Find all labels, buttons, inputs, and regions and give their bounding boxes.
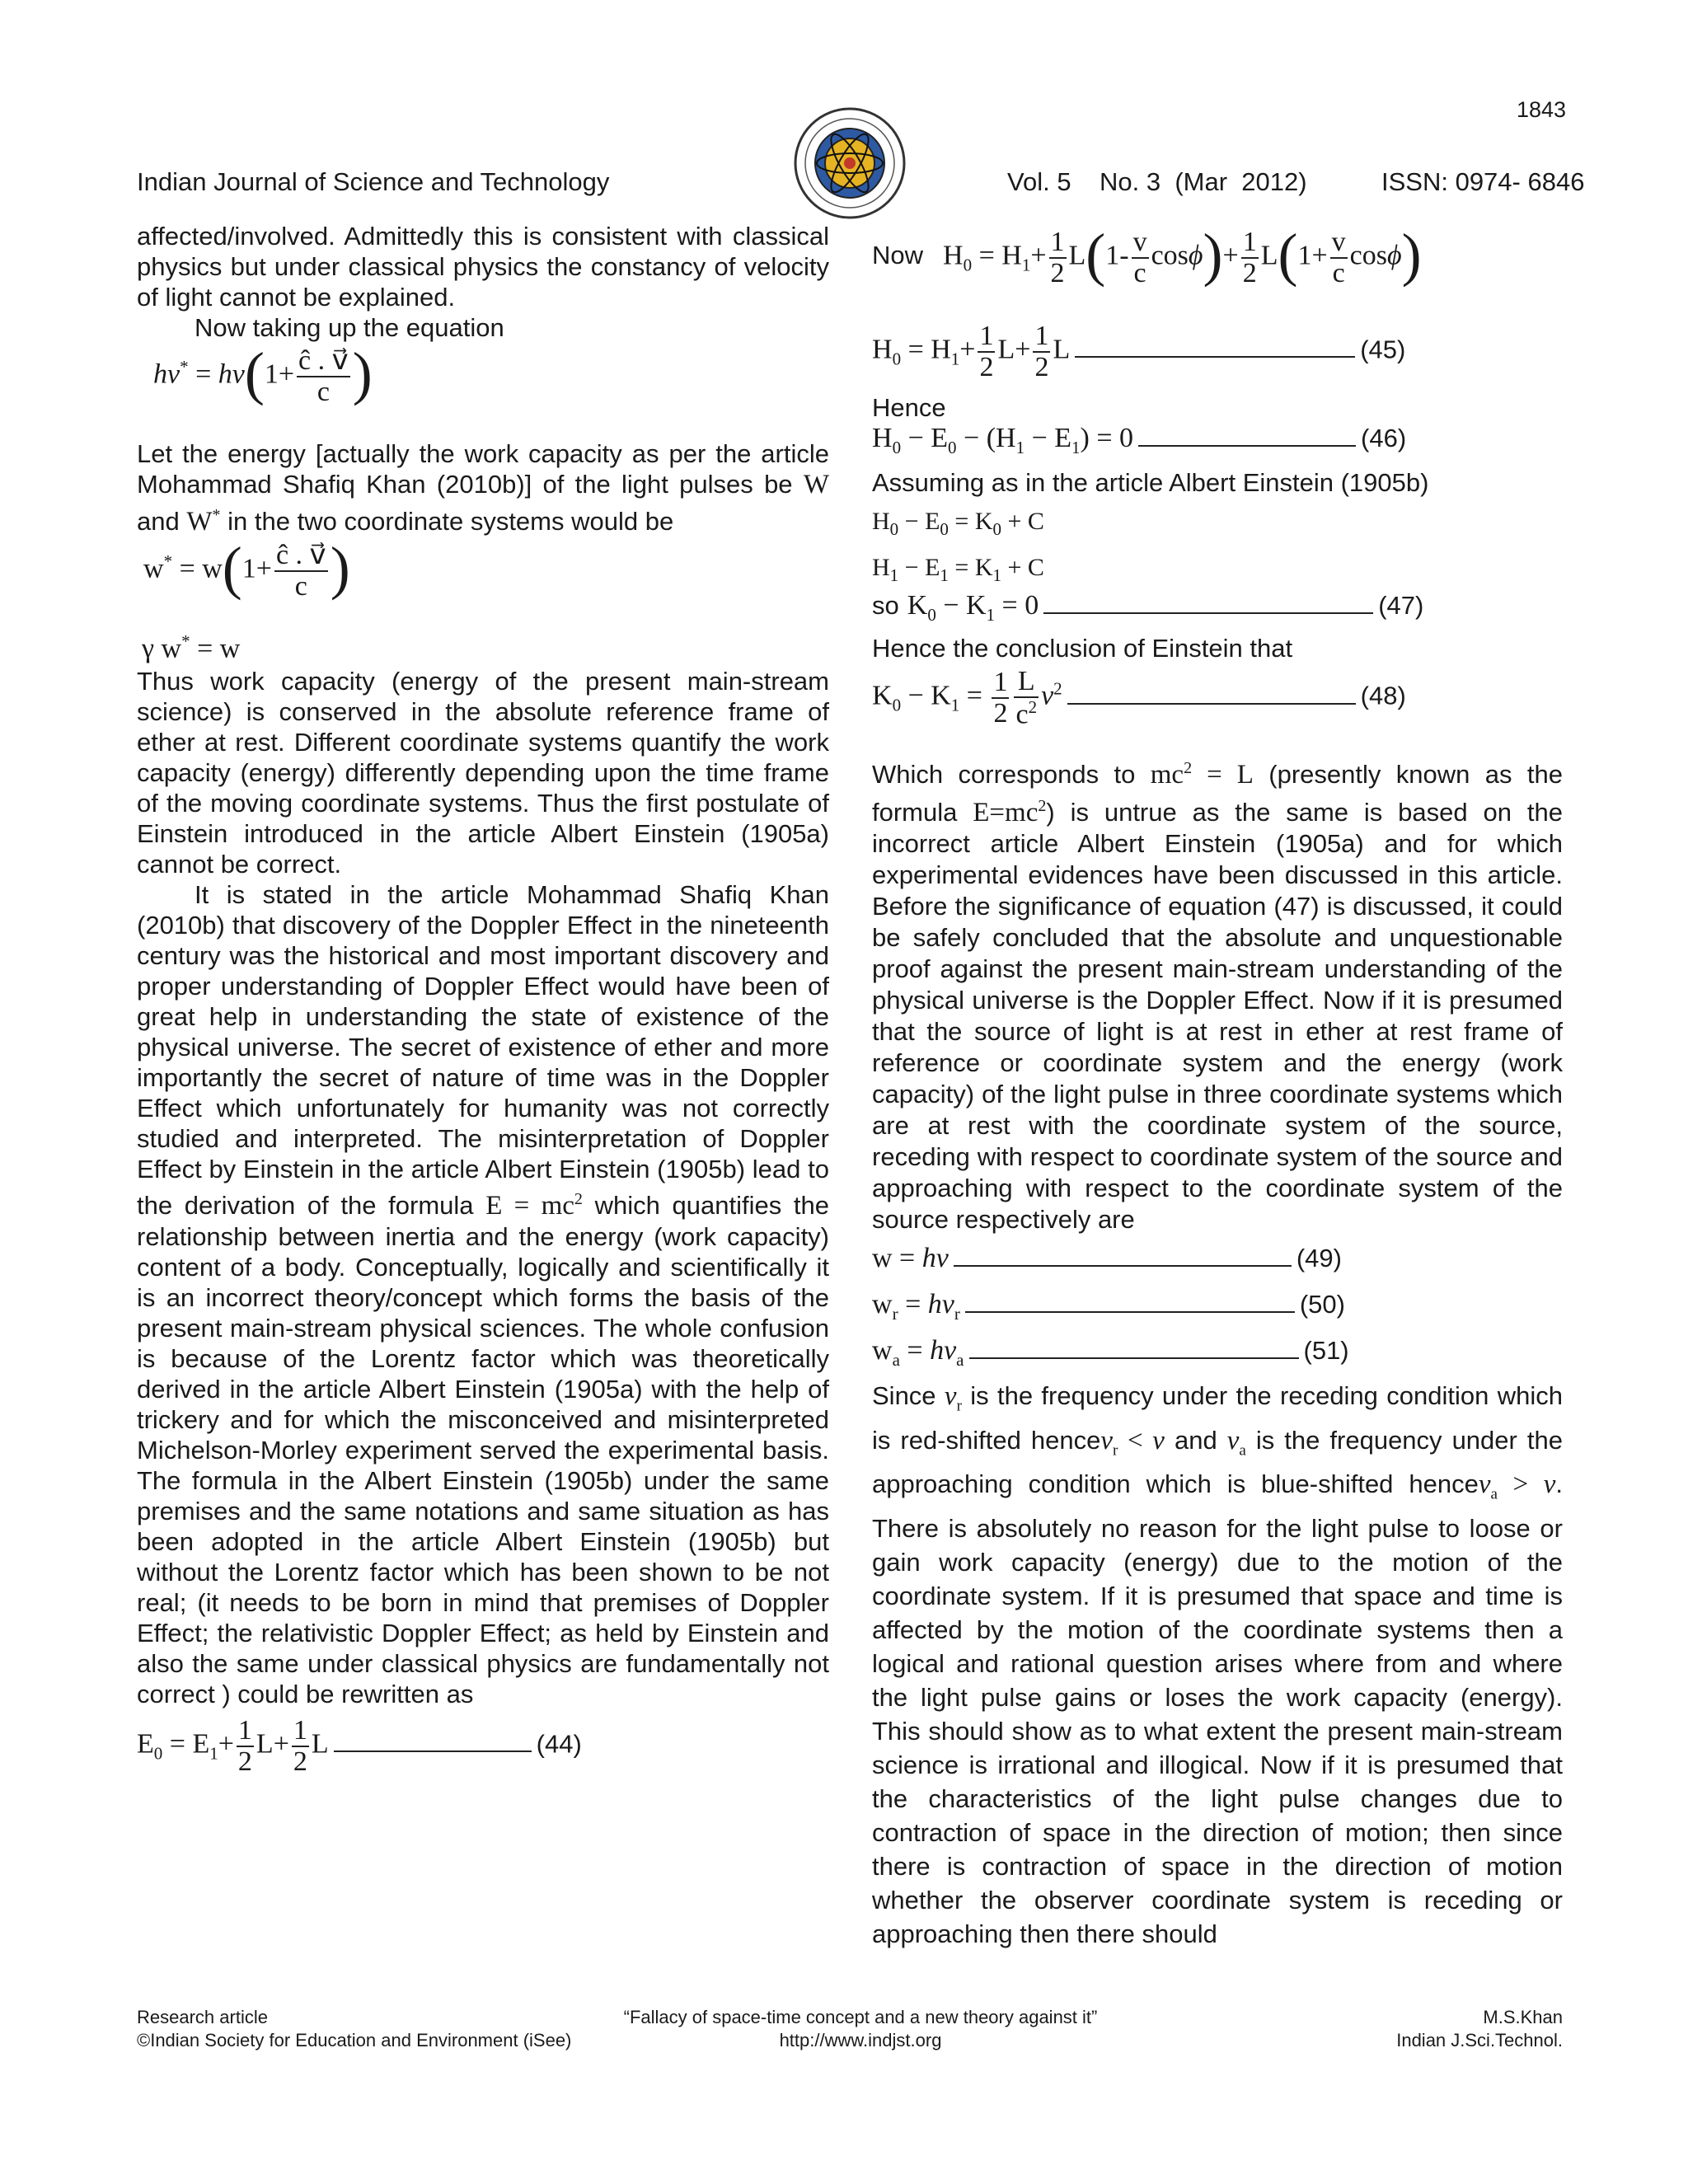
paragraph: Now taking up the equation (195, 313, 504, 342)
paragraph: Let the energy [actually the work capacity as per the article Mohammad Shafiq Khan (2010b)] of the light pulses be W and W* in the two coordinate systems would be (137, 439, 829, 537)
equation-47: so $K_0 - K_1 = 0$ (47) (872, 590, 1424, 625)
volume-issue: Vol. 5 No. 3 (Mar 2012) (1007, 167, 1307, 196)
equation-51: $w_a = h\nu_a$ (51) (872, 1335, 1349, 1370)
article-title: “Fallacy of space-time concept and a new theory against it” (623, 2007, 1098, 2027)
paragraph: affected/involved. Admittedly this is consistent with classical physics but under classical physics the constancy of velocity of light cannot be explained. (137, 222, 829, 312)
equation-h0-cos: Now $H_0 = H_1+$ $\frac{1}{2}$ L(1- $\frac{v}{c}$ cosϕ)+ $\frac{1}{2}$ L(1+ $\frac{v}{c}$ cosϕ) (872, 221, 1422, 288)
equation-hv-star: hν* = hν(1+ $\frac{ĉ . v⃗}{c}$ ) (153, 340, 373, 407)
journal-url[interactable]: http://www.indjst.org (779, 2030, 942, 2050)
paragraph: Hence (872, 393, 946, 422)
equation-h0-e0: $H_0 - E_0 = K_0 + C$ (872, 508, 1044, 539)
right-column (872, 221, 1563, 1951)
equation-gamma-w: γ w* = w (142, 631, 241, 664)
equation-50: $w_r = h\nu_r$ (50) (872, 1289, 1345, 1324)
footer-center (597, 2006, 1124, 2052)
paragraph: Since $\nu_r$ is the frequency under the receding condition which is red-shifted henceν$_r$ < ν and $\nu_a$ is the frequency under the approaching condition which is blue-shifted henceν$_a$ > ν. There is absolutely no reason for the light pulse to loose or gain work capacity (energy) due to the motion of the coordinate system. If it is presumed that space and time is affected by the motion of the coordinate systems then a logical and rational question arises where from and where the light pulse gains or loses the work capacity (energy). This should show as to what extent the present main-stream science is irrational and illogical. Now if it is presumed that the characteristics of the light pulse changes due to contraction of space in the direction of motion; then since there is contraction of space in the direction of motion whether the observer coordinate system is receding or approaching then there should (872, 1381, 1563, 1948)
equation-w-star: w* = w(1+ $\frac{ĉ . v⃗}{c}$ ) (143, 534, 350, 602)
journal-name: Indian Journal of Science and Technology (137, 167, 610, 196)
author: M.S.Khan (1483, 2007, 1563, 2027)
equation-h1-e1: $H_1 - E_1 = K_1 + C$ (872, 554, 1044, 585)
page-number: 1843 (1517, 97, 1567, 122)
equation-49: w = hν (49) (872, 1243, 1342, 1273)
equation-48: $K_0 - K_1$ = $\frac{1}{2}$ $\frac{L}{c^2}$ $\nu^2$ (48) (872, 666, 1406, 730)
left-column (137, 221, 829, 1776)
journal-abbreviation: Indian J.Sci.Technol. (1396, 2030, 1563, 2050)
footer-left (137, 2006, 571, 2052)
paragraph: Which corresponds to $mc^2 = L$ (presently known as the formula $E=mc^2$) is untrue as the same is based on the incorrect article Albert Einstein (1905a) and for which experimental evidences have been discussed in this article. Before the significance of equation (47) is discussed, it could be safely concluded that the absolute and unquestionable proof against the present main-stream understanding of the physical universe is the Doppler Effect. Now if it is presumed that the source of light is at rest in ether at rest frame of reference or coordinate system and the energy (work capacity) of the light pulse in three coordinate systems which are at rest with the coordinate system of the source, receding with respect to coordinate system of the source and approaching with respect to the coordinate system of the source respectively are (872, 759, 1563, 1234)
equation-46: $H_0 - E_0 - (H_1 - E_1) = 0$ (46) (872, 423, 1407, 457)
paragraph: Hence the conclusion of Einstein that (872, 634, 1293, 663)
paragraph: Assuming as in the article Albert Einstein (1905b) (872, 468, 1429, 497)
society-credit: ©Indian Society for Education and Environment (iSee) (137, 2030, 572, 2050)
footer-right (1396, 2006, 1563, 2052)
issn: ISSN: 0974- 6846 (1381, 167, 1585, 196)
equation-44: $E_0 = E_1+$ $\frac{1}{2}$ L+ $\frac{1}{2}$ L (44) (137, 1715, 582, 1777)
paragraph: Thus work capacity (energy of the present main-stream science) is conserved in the absolute reference frame of ether at rest. Different coordinate systems quantify the work capacity (energy) differently depending upon the time frame of the moving coordinate systems. Thus the first postulate of Einstein introduced in the article Albert Einstein (1905a) cannot be correct. (137, 667, 829, 879)
paragraph: It is stated in the article Mohammad Shafiq Khan (2010b) that discovery of the Doppler Effect in the nineteenth century was the historical and most important discovery and proper understanding of Doppler Effect would have been of great help in understanding the state of existence of the physical universe. The secret of existence of ether and more importantly the secret of nature of time was in the Doppler Effect which unfortunately for humanity was not correctly studied and interpreted. The misinterpretation of Doppler Effect by Einstein in the article Albert Einstein (1905b) lead to the derivation of the formula $E = mc^2$ which quantifies the relationship between inertia and the energy (work capacity) content of a body. Conceptually, logically and scientifically it is an incorrect theory/concept which forms the basis of the present main-stream physical sciences. The whole confusion is because of the Lorentz factor which was theoretically derived in the article Albert Einstein (1905a) with the help of trickery and for which the misconceived and misinterpreted Michelson-Morley experiment served the experimental basis. The formula in the Albert Einstein (1905b) under the same premises and the same notations and same situation as has been adopted in the article Albert Einstein (1905b) but without the Lorentz factor which has been shown to be not real; (it needs to be born in mind that premises of Doppler Effect; the relativistic Doppler Effect; as held by Einstein and also the same under classical physics are fundamentally not correct ) could be rewritten as (137, 880, 829, 1708)
equation-45: $H_0 = H_1+$ $\frac{1}{2}$ L+ $\frac{1}{2}$ L (45) (872, 321, 1406, 382)
article-type: Research article (137, 2007, 268, 2027)
journal-seal-logo (792, 105, 907, 221)
